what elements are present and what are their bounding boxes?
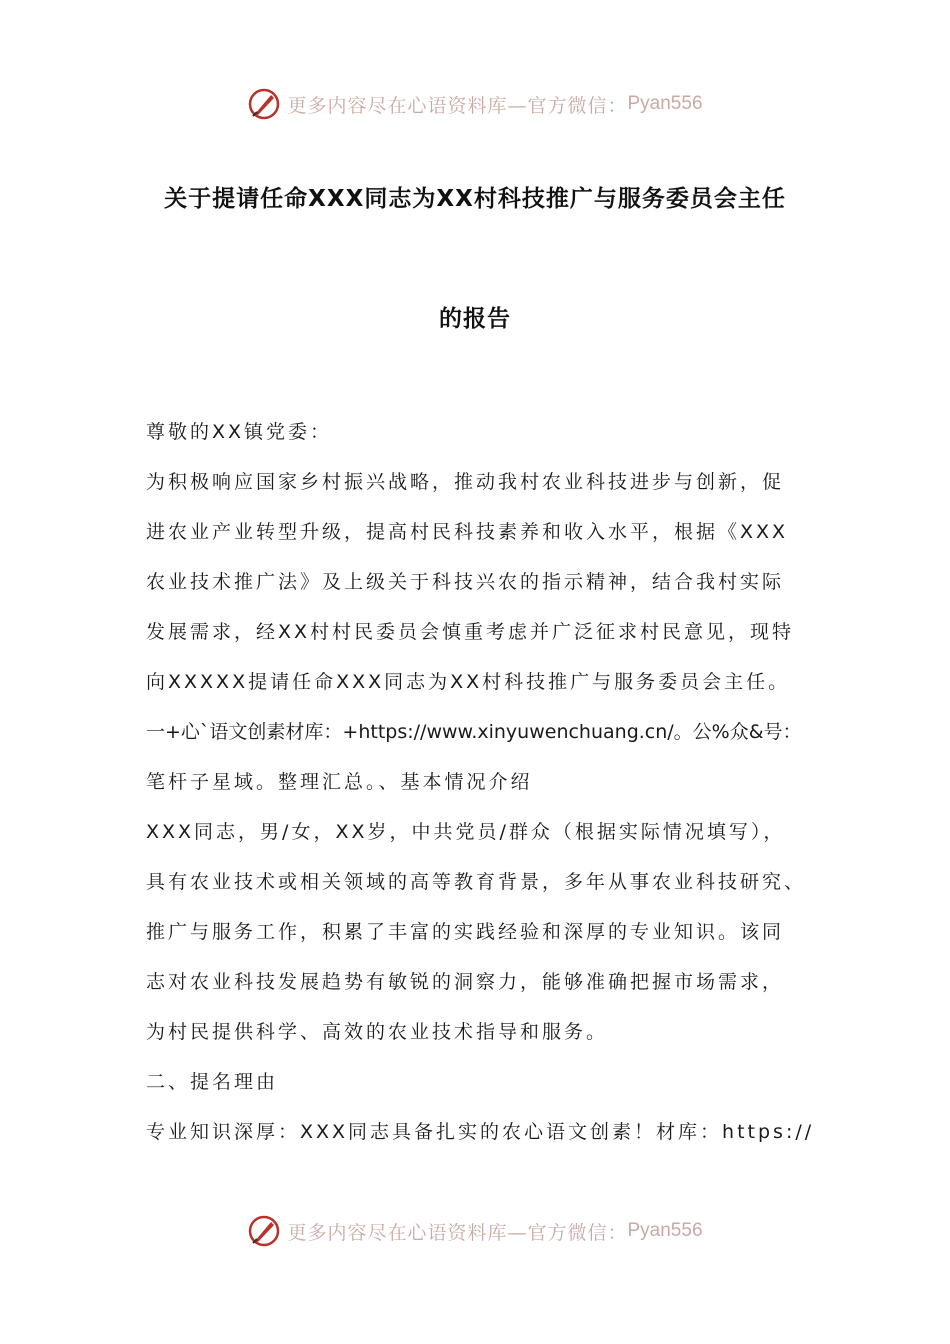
body-line: 发展需求，经XX村村民委员会慎重考虑并广泛征求村民意见，现特: [146, 621, 795, 643]
body-line: 为积极响应国家乡村振兴战略，推动我村农业科技进步与创新，促: [146, 471, 785, 493]
quill-pen-icon: [247, 1214, 281, 1248]
body-line: 农业技术推广法》及上级关于科技兴农的指示精神，结合我村实际: [146, 571, 785, 593]
quill-pen-icon: [247, 87, 281, 121]
banner-text: 更多内容尽在心语资料库—官方微信：: [287, 1221, 628, 1244]
body-line: 向XXXXX提请任命XXX同志为XX村科技推广与服务委员会主任。: [146, 671, 791, 693]
body-line: 笔杆子星域。整理汇总。、基本情况介绍: [146, 771, 533, 793]
body-line: 专业知识深厚：XXX同志具备扎实的农心语文创素！材库：https://: [146, 1121, 815, 1143]
section-heading: 二、提名理由: [146, 1071, 279, 1093]
body-line: 志对农业科技发展趋势有敏锐的洞察力，能够准确把握市场需求，: [146, 971, 785, 993]
body-line: 推广与服务工作，积累了丰富的实践经验和深厚的专业知识。该同: [146, 921, 785, 943]
body-line: XXX同志，男/女，XX岁，中共党员/群众（根据实际情况填写），: [146, 821, 786, 843]
banner-text: 更多内容尽在心语资料库—官方微信：: [287, 94, 628, 117]
wechat-id: Pyan556: [627, 1220, 703, 1241]
document-title: 关于提请任命XXX同志为XX村科技推广与服务委员会主任: [164, 186, 786, 212]
footer-banner: [0, 1207, 950, 1255]
body-line: 具有农业技术或相关领域的高等教育背景，多年从事农业科技研究、: [146, 871, 807, 893]
body-line: 为村民提供科学、高效的农业技术指导和服务。: [146, 1021, 609, 1043]
wechat-id: Pyan556: [627, 93, 703, 114]
body-line: 一+心`语文创素材库：+https://www.xinyuwenchuang.cn/。公%众&号：: [146, 721, 802, 743]
salutation: 尊敬的XX镇党委：: [146, 421, 333, 443]
document-body: [146, 407, 818, 1157]
body-line: 进农业产业转型升级，提高村民科技素养和收入水平，根据《XXX: [146, 521, 789, 543]
document-title-continued: 的报告: [439, 306, 511, 332]
header-banner: [0, 80, 950, 128]
